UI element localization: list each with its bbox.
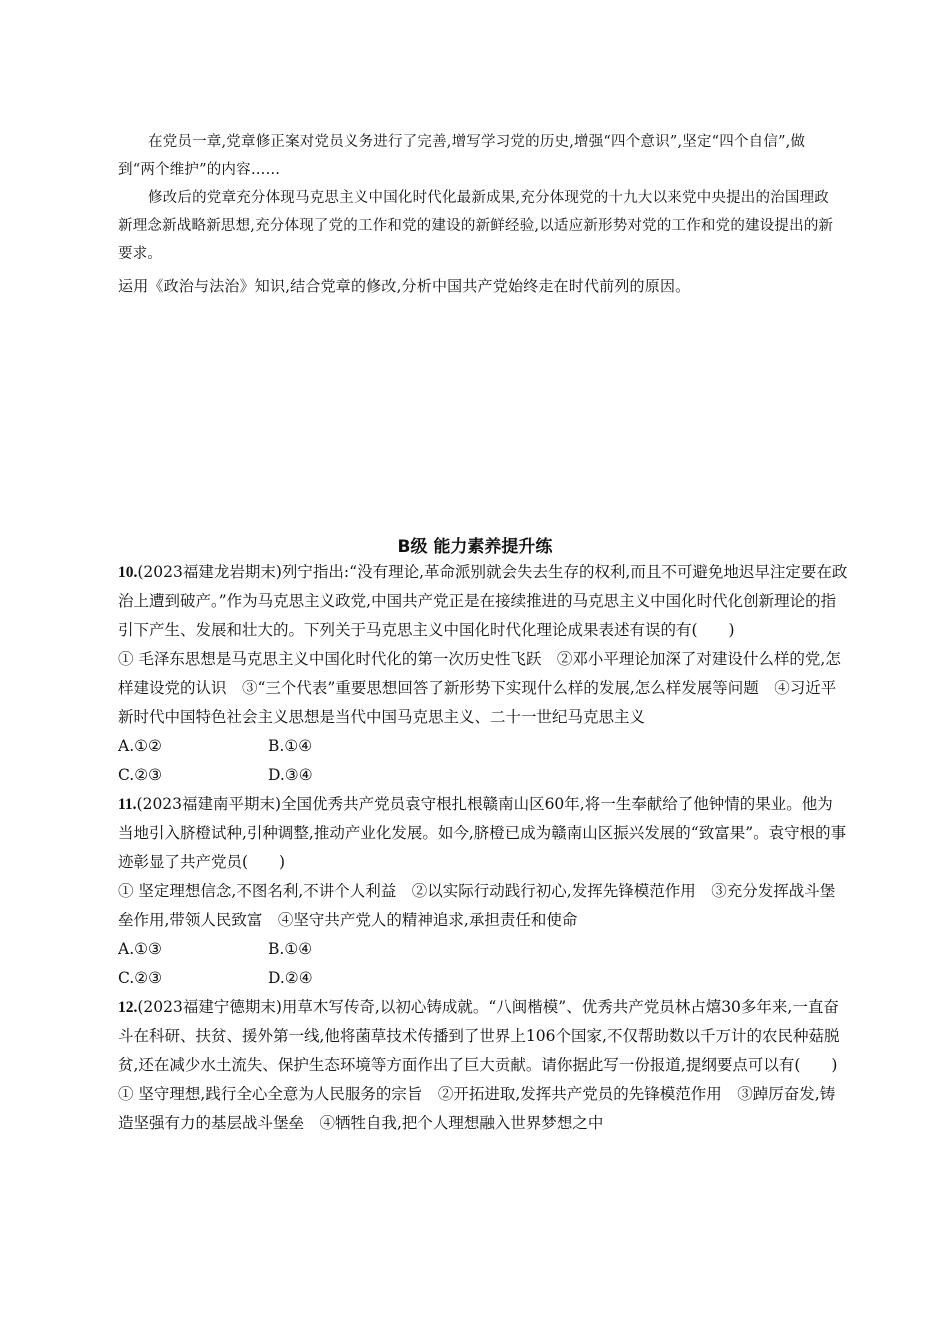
question-10 xyxy=(118,558,848,790)
question-stem: (2023福建南平期末)全国优秀共产党员袁守根扎根赣南山区60年,将一生奉献给了他钟情的果业。他为当地引入脐橙试种,引种调整,推动产业化发展。如今,脐橙已成为赣南山区振兴发展的“致富果”。袁守根的事迹彰显了共产党员( ) xyxy=(118,795,847,871)
question-11 xyxy=(118,790,848,993)
question-number: 10. xyxy=(118,564,138,581)
question-number: 12. xyxy=(118,999,138,1016)
option-c: C.②③ xyxy=(118,969,163,987)
material-excerpt xyxy=(118,128,838,300)
excerpt-paragraph-2: 修改后的党章充分体现马克思主义中国化时代化最新成果,充分体现党的十九大以来党中央提出的治国理政新理念新战略新思想,充分体现了党的工作和党的建设的新鲜经验,以适应新形势对党的工作和党的建设提出的新要求。 xyxy=(118,190,834,262)
question-list xyxy=(118,558,848,1138)
option-b: B.①④ xyxy=(268,940,313,958)
question-task: 运用《政治与法治》知识,结合党章的修改,分析中国共产党始终走在时代前列的原因。 xyxy=(118,277,691,295)
question-number: 11. xyxy=(118,796,137,813)
question-12 xyxy=(118,993,848,1138)
answer-options xyxy=(118,732,848,790)
option-d: D.②④ xyxy=(268,969,313,987)
question-stem: (2023福建龙岩期末)列宁指出:“没有理论,革命派别就会失去生存的权利,而且不可避免地迟早注定要在政治上遭到破产。”作为马克思主义政党,中国共产党正是在接续推进的马克思主义中国化时代化创新理论的指引下产生、发展和壮大的。下列关于马克思主义中国化时代化理论成果表述有误的有( ) xyxy=(118,563,848,639)
option-d: D.③④ xyxy=(268,766,313,784)
option-c: C.②③ xyxy=(118,766,163,784)
question-statements: ① 坚定理想信念,不图名利,不讲个人利益 ②以实际行动践行初心,发挥先锋模范作用 ③充分发挥战斗堡垒作用,带领人民致富 ④坚守共产党人的精神追求,承担责任和使命 xyxy=(118,882,836,929)
question-statements: ① 毛泽东思想是马克思主义中国化时代化的第一次历史性飞跃 ②邓小平理论加深了对建设什么样的党,怎样建设党的认识 ③“三个代表”重要思想回答了新形势下实现什么样的发展,怎么样发展等问题 ④习近平新时代中国特色社会主义思想是当代中国马克思主义、二十一世纪马克思主义 xyxy=(118,650,841,726)
option-a: A.①③ xyxy=(118,940,162,958)
option-b: B.①④ xyxy=(268,737,313,755)
section-title: B级 能力素养提升练 xyxy=(397,537,553,557)
option-a: A.①② xyxy=(118,737,162,755)
answer-options xyxy=(118,935,848,993)
excerpt-paragraph-1: 在党员一章,党章修正案对党员义务进行了完善,增写学习党的历史,增强“四个意识”,坚定“四个自信”,做到“两个维护”的内容…… xyxy=(118,134,806,178)
question-statements: ① 坚守理想,践行全心全意为人民服务的宗旨 ②开拓进取,发挥共产党员的先锋模范作用 ③踔厉奋发,铸造坚强有力的基层战斗堡垒 ④牺牲自我,把个人理想融入世界梦想之中 xyxy=(118,1085,836,1132)
question-stem: (2023福建宁德期末)用草木写传奇,以初心铸成就。“八闽楷模”、优秀共产党员林占熺30多年来,一直奋斗在科研、扶贫、援外第一线,他将菌草技术传播到了世界上106个国家,不仅帮助数以千万计的农民种菇脱贫,还在减少水土流失、保护生态环境等方面作出了巨大贡献。请你据此写一份报道,提纲要点可以有( ) xyxy=(118,998,840,1074)
